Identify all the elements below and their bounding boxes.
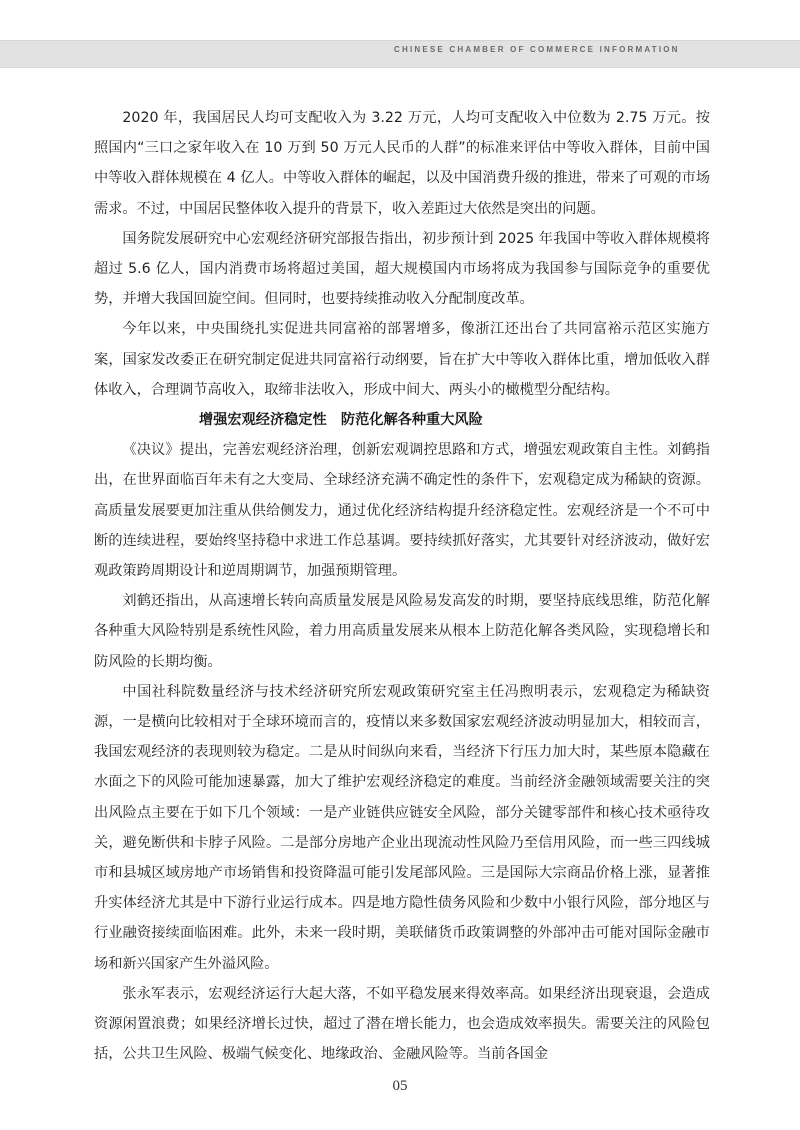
body-paragraph: 国务院发展研究中心宏观经济研究部报告指出，初步预计到 2025 年我国中等收入群体规模将超过 5.6 亿人，国内消费市场将超过美国，超大规模国内市场将成为我国参与国际竞争的重要优势，并增大我国回旋空间。但同时，也要持续推动收入分配制度改革。 [94, 230, 710, 308]
body-paragraph: 刘鹤还指出，从高速增长转向高质量发展是风险易发高发的时期，要坚持底线思维，防范化解各种重大风险特别是系统性风险，着力用高质量发展来从根本上防范化解各类风险，实现稳增长和防风险的长期均衡。 [94, 593, 710, 670]
body-paragraph: 今年以来，中央围绕扎实促进共同富裕的部署增多，像浙江还出台了共同富裕示范区实施方案，国家发改委正在研究制定促进共同富裕行动纲要，旨在扩大中等收入群体比重，增加低收入群体收入，合理调节高收入，取缔非法收入，形成中间大、两头小的橄榄型分配结构。 [94, 321, 710, 398]
section-heading: 增强宏观经济稳定性 防范化解各种重大风险 [199, 412, 483, 429]
running-header-title: CHINESE CHAMBER OF COMMERCE INFORMATION [394, 45, 680, 54]
body-paragraph: 张永军表示，宏观经济运行大起大落，不如平稳发展来得效率高。如果经济出现衰退，会造成资源闲置浪费；如果经济增长过快，超过了潜在增长能力，也会造成效率损失。需要关注的风险包括，公共卫生风险、极端气候变化、地缘政治、金融风险等。当前各国金 [94, 985, 710, 1063]
body-paragraph: 中国社科院数量经济与技术经济研究所宏观政策研究室主任冯煦明表示，宏观稳定为稀缺资源，一是横向比较相对于全球环境而言的，疫情以来多数国家宏观经济波动明显加大，相较而言，我国宏观经济的表现则较为稳定。二是从时间纵向来看，当经济下行压力加大时，某些原本隐藏在水面之下的风险可能加速暴露，加大了维护宏观经济稳定的难度。当前经济金融领域需要关注的突出风险点主要在于如下几个领域：一是产业链供应链安全风险，部分关键零部件和核心技术亟待攻关，避免断供和卡脖子风险。二是部分房地产企业出现流动性风险乃至信用风险，而一些三四线城市和县城区域房地产市场销售和投资降温可能引发尾部风险。三是国际大宗商品价格上涨，显著推升实体经济尤其是中下游行业运行成本。四是地方隐性债务风险和少数中小银行风险，部分地区与行业融资接续面临困难。此外，未来一段时期，美联储货币政策调整的外部冲击可能对国际金融市场和新兴国家产生外溢风险。 [94, 683, 710, 972]
article-body [94, 103, 710, 1070]
page-number: 05 [392, 1078, 408, 1094]
body-paragraph: 《决议》提出，完善宏观经济治理，创新宏观调控思路和方式，增强宏观政策自主性。刘鹤指出，在世界面临百年未有之大变局、全球经济充满不确定性的条件下，宏观稳定成为稀缺的资源。高质量发展要更加注重从供给侧发力，通过优化经济结构提升经济稳定性。宏观经济是一个不可中断的连续进程，要始终坚持稳中求进工作总基调。要持续抓好落实，尤其要针对经济波动，做好宏观政策跨周期设计和逆周期调节，加强预期管理。 [94, 442, 710, 580]
body-paragraph: 2020 年，我国居民人均可支配收入为 3.22 万元，人均可支配收入中位数为 2.75 万元。按照国内“三口之家年收入在 10 万到 50 万元人民币的人群”的标准来评估中等收入群体，目前中国中等收入群体规模在 4 亿人。中等收入群体的崛起，以及中国消费升级的推进，带来了可观的市场需求。不过，中国居民整体收入提升的背景下，收入差距过大依然是突出的问题。 [94, 110, 710, 217]
